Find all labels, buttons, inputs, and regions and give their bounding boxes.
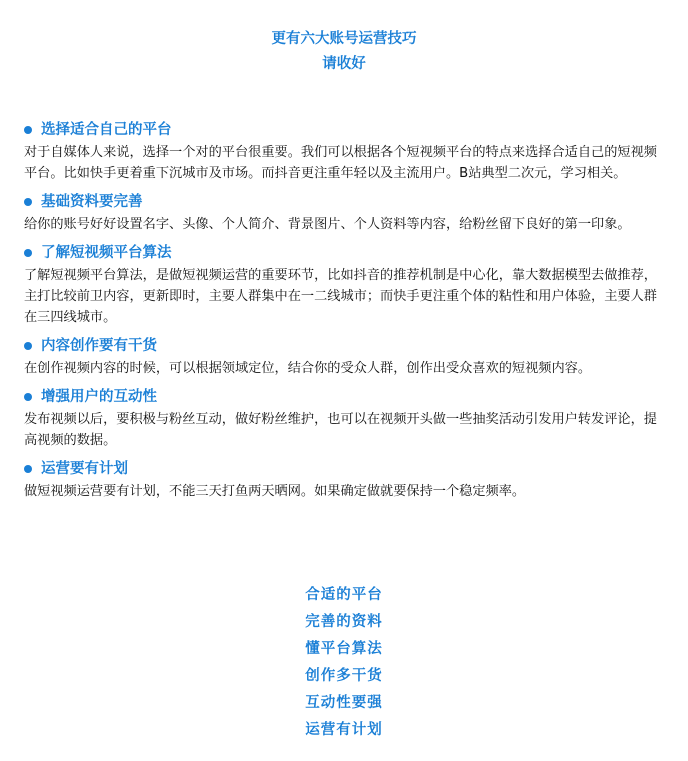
tip-body: 做短视频运营要有计划，不能三天打鱼两天晒网。如果确定做就要保持一个稳定频率。 [24, 484, 526, 499]
tip-title-text: 基础资料要完善 [41, 194, 143, 210]
tip-section [24, 120, 660, 184]
summary-item: 运营有计划 [305, 722, 383, 738]
tip-title [24, 387, 660, 407]
tip-section [24, 459, 660, 502]
summary-item: 合适的平台 [305, 587, 383, 603]
tip-title-text: 增强用户的互动性 [41, 389, 157, 405]
summary-item: 完善的资料 [305, 614, 383, 630]
tip-title [24, 459, 660, 479]
summary-item: 互动性要强 [305, 695, 383, 711]
tip-title-text: 运营要有计划 [41, 461, 128, 477]
tip-section [24, 192, 660, 235]
tip-title [24, 192, 660, 212]
header [0, 27, 688, 77]
summary-item: 创作多干货 [305, 668, 383, 684]
tips-list [24, 120, 660, 510]
tip-body: 在创作视频内容的时候，可以根据领域定位，结合你的受众人群，创作出受众喜欢的短视频内容。 [24, 361, 592, 376]
bullet-dot-icon [24, 342, 32, 350]
summary-list [0, 582, 688, 744]
bullet-dot-icon [24, 126, 32, 134]
tip-section [24, 243, 660, 328]
tip-title [24, 243, 660, 263]
summary-item: 懂平台算法 [305, 641, 383, 657]
tip-title-text: 内容创作要有干货 [41, 338, 157, 354]
bullet-dot-icon [24, 198, 32, 206]
tip-body: 发布视频以后，要积极与粉丝互动，做好粉丝维护，也可以在视频开头做一些抽奖活动引发用户转发评论，提高视频的数据。 [24, 412, 657, 448]
bullet-dot-icon [24, 393, 32, 401]
tip-title-text: 了解短视频平台算法 [41, 245, 172, 261]
tip-title [24, 120, 660, 140]
tip-body: 给你的账号好好设置名字、头像、个人简介、背景图片、个人资料等内容，给粉丝留下良好的第一印象。 [24, 217, 631, 232]
bullet-dot-icon [24, 465, 32, 473]
tip-body: 对于自媒体人来说，选择一个对的平台很重要。我们可以根据各个短视频平台的特点来选择合适自己的短视频平台。比如快手更着重下沉城市及市场。而抖音更注重年轻以及主流用户。B站典型二次元，学习相关。 [24, 145, 657, 181]
header-title: 更有六大账号运营技巧 [271, 31, 417, 47]
tip-section [24, 336, 660, 379]
header-subtitle: 请收好 [322, 56, 366, 72]
bullet-dot-icon [24, 249, 32, 257]
tip-body: 了解短视频平台算法，是做短视频运营的重要环节，比如抖音的推荐机制是中心化，靠大数据模型去做推荐，主打比较前卫内容，更新即时，主要人群集中在一二线城市；而快手更注重个体的粘性和用户体验，主要人群在三四线城市。 [24, 268, 657, 325]
tip-section [24, 387, 660, 451]
tip-title-text: 选择适合自己的平台 [41, 122, 172, 138]
tip-title [24, 336, 660, 356]
